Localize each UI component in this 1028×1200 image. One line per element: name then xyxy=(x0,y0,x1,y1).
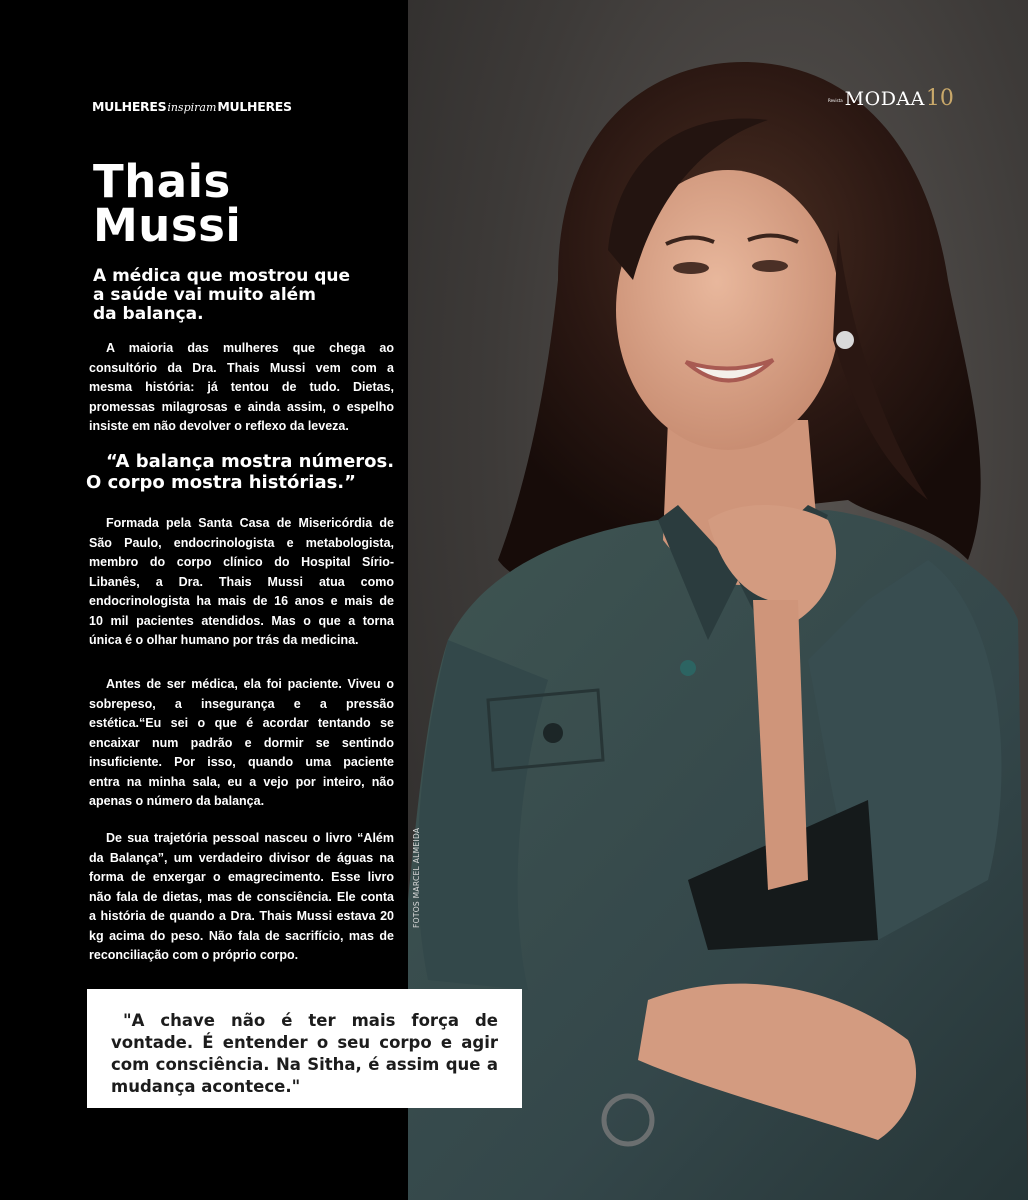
section-tag-left: MULHERES xyxy=(92,99,167,114)
subtitle-line: A médica que mostrou que xyxy=(93,266,351,286)
text-line: encaixar num padrão e dormir se sentindo xyxy=(89,735,394,750)
text-line: entra na minha sala, eu a vejo por inteiro, não xyxy=(89,774,394,789)
subtitle-line: a saúde vai muito além xyxy=(93,285,316,305)
text-line: São Paulo, endocrinologista e metabologista, xyxy=(89,535,394,550)
text-line: Libanês, a Dra. Thais Mussi atua como xyxy=(89,574,394,589)
pocket-button xyxy=(543,723,563,743)
logo-name: MODAA xyxy=(844,88,925,110)
quote-line: vontade. É entender o seu corpo e agir xyxy=(111,1033,498,1052)
text-line: promessas milagrosas e ainda assim, o espelho xyxy=(89,399,394,414)
text-line: mesma história: já tentou de tudo. Dietas, xyxy=(89,380,394,394)
text-line: consultório da Dra. Thais Mussi vem com a xyxy=(89,360,394,375)
pull-quote-line: “A balança mostra números. xyxy=(106,451,395,472)
quote-line: mudança acontece." xyxy=(111,1077,301,1096)
pull-quote xyxy=(86,451,396,493)
text-line: única é o olhar humano por trás da medicina. xyxy=(89,633,359,647)
logo-prefix: Revista xyxy=(828,98,843,103)
highlight-quote-box xyxy=(87,989,522,1108)
text-line: forma de enxergar o emagrecimento. Esse livro xyxy=(89,870,394,884)
text-line: membro do corpo clínico do Hospital Sírio- xyxy=(89,555,394,569)
earring xyxy=(836,331,854,349)
text-line: 10 mil pacientes atendidos. Mas o que a torna xyxy=(89,613,394,628)
section-tag-mid: inspiram xyxy=(167,101,217,114)
title-line-2: Mussi xyxy=(93,199,242,252)
quote-line: "A chave não é ter mais força de xyxy=(123,1011,498,1030)
section-tag xyxy=(92,99,292,114)
article-title xyxy=(93,155,242,252)
text-line: De sua trajetória pessoal nasceu o livro “Além xyxy=(106,831,394,845)
text-line: Antes de ser médica, ela foi paciente. Viveu o xyxy=(106,677,394,691)
text-line: kg acima do peso. Não fala de sacrifício, mas de xyxy=(89,928,394,943)
shirt-button-1 xyxy=(680,660,696,676)
text-line: reconciliação com o próprio corpo. xyxy=(89,948,299,962)
magazine-logo xyxy=(828,86,954,111)
text-line: não fala de dietas, mas de consciência. Ele conta xyxy=(89,889,394,904)
paragraph-1 xyxy=(89,339,394,437)
photo-credit: FOTOS MARCEL ALMEIDA xyxy=(412,827,421,928)
right-eye xyxy=(752,260,788,272)
text-line: insiste em não devolver o reflexo da leveza. xyxy=(89,419,349,433)
section-tag-right: MULHERES xyxy=(217,99,292,114)
paragraph-3 xyxy=(89,675,394,812)
text-line: sobrepeso, a insegurança e a pressão xyxy=(89,696,394,711)
article-subtitle xyxy=(93,267,393,324)
left-eye xyxy=(673,262,709,274)
subtitle-line: da balança. xyxy=(93,304,204,324)
text-line: Formada pela Santa Casa de Misericórdia de xyxy=(106,516,394,530)
text-line: da Balança”, um verdadeiro divisor de águas na xyxy=(89,850,394,865)
paragraph-2 xyxy=(89,514,394,651)
title-line-1: Thais xyxy=(93,155,231,208)
text-line: A maioria das mulheres que chega ao xyxy=(106,341,394,355)
text-line: apenas o número da balança. xyxy=(89,794,265,808)
text-line: estética.“Eu sei o que é acordar tentando se xyxy=(89,716,394,730)
text-line: endocrinologista ha mais de 16 anos e mais de xyxy=(89,594,394,608)
logo-number: 10 xyxy=(925,86,954,111)
pull-quote-line: O corpo mostra histórias.” xyxy=(86,472,356,493)
highlight-quote xyxy=(111,1010,498,1098)
quote-line: com consciência. Na Sitha, é assim que a xyxy=(111,1055,498,1074)
text-line: insuficiente. Por isso, quando uma paciente xyxy=(89,755,394,769)
text-line: a história de quando a Dra. Thais Mussi estava 20 xyxy=(89,909,394,923)
paragraph-4 xyxy=(89,829,394,966)
